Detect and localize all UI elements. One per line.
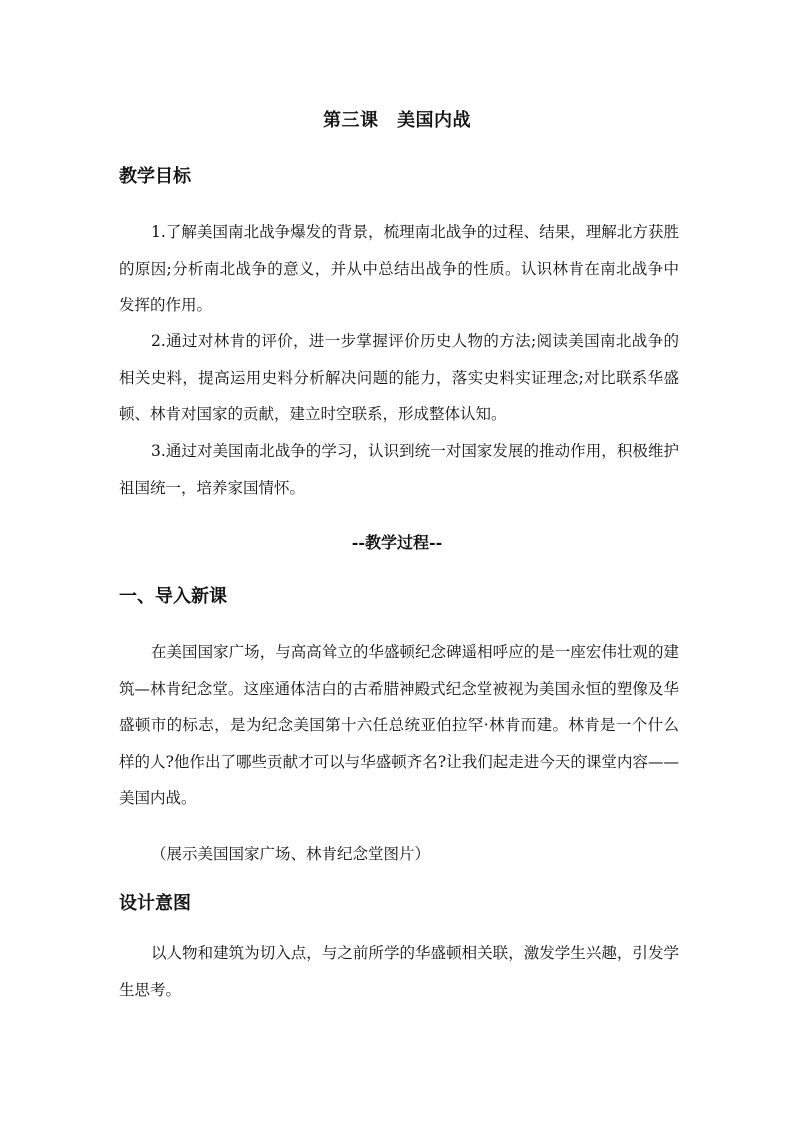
design-paragraph: 以人物和建筑为切入点，与之前所学的华盛顿相关联，激发学生兴趣，引发学生思考。 bbox=[119, 944, 679, 999]
design-heading: 设计意图 bbox=[119, 893, 191, 914]
objective-1: 1.了解美国南北战争爆发的背景，梳理南北战争的过程、结果，理解北方获胜的原因;分析南北战争的意义，并从中总结出战争的性质。认识林肯在南北战争中发挥的作用。 bbox=[119, 223, 679, 314]
intro-heading: 一、导入新课 bbox=[119, 586, 227, 607]
process-heading: --教学过程-- bbox=[351, 533, 443, 552]
objective-2: 2.通过对林肯的评价，进一步掌握评价历史人物的方法;阅读美国南北战争的相关史料，提高运用史料分析解决问题的能力，落实史料实证理念;对比联系华盛顿、林肯对国家的贡献，建立时空联系，形成整体认知。 bbox=[119, 332, 679, 423]
lesson-title: 第三课 美国内战 bbox=[323, 110, 471, 131]
objective-3: 3.通过对美国南北战争的学习，认识到统一对国家发展的推动作用，积极维护祖国统一，培养家国情怀。 bbox=[119, 442, 679, 497]
intro-note: （展示美国国家广场、林肯纪念堂图片） bbox=[151, 845, 431, 863]
intro-paragraph: 在美国国家广场，与高高耸立的华盛顿纪念碑遥相呼应的是一座宏伟壮观的建筑—林肯纪念堂。这座通体洁白的古希腊神殿式纪念堂被视为美国永恒的塑像及华盛顿市的标志，是为纪念美国第十六任总统亚伯拉罕·林肯而建。林肯是一个什么样的人?他作出了哪些贡献才可以与华盛顿齐名?让我们起走进今天的课堂内容——美国内战。 bbox=[119, 643, 679, 807]
objectives-heading: 教学目标 bbox=[119, 166, 191, 187]
